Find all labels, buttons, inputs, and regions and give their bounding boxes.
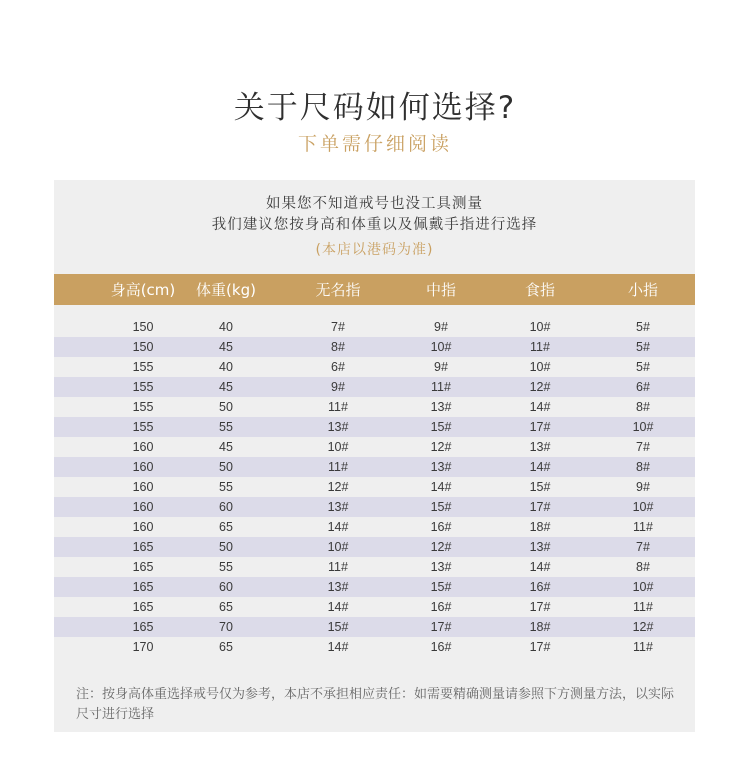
table-row <box>54 397 695 417</box>
cell-index-finger: 14# <box>529 460 551 474</box>
cell-height: 160 <box>132 480 154 494</box>
cell-index-finger: 16# <box>529 580 551 594</box>
cell-middle-finger: 17# <box>430 620 452 634</box>
cell-ring-finger: 11# <box>328 560 348 574</box>
column-header-weight: 体重(kg) <box>196 281 256 299</box>
table-body <box>54 317 695 657</box>
cell-weight: 50 <box>219 540 233 554</box>
table-row <box>54 417 695 437</box>
cell-little-finger: 11# <box>633 520 653 534</box>
cell-middle-finger: 16# <box>430 520 452 534</box>
table-row <box>54 497 695 517</box>
cell-index-finger: 15# <box>529 480 551 494</box>
cell-weight: 50 <box>219 400 233 414</box>
cell-ring-finger: 13# <box>327 580 349 594</box>
cell-little-finger: 10# <box>632 420 654 434</box>
cell-middle-finger: 15# <box>430 580 452 594</box>
cell-ring-finger: 7# <box>331 320 345 334</box>
cell-height: 170 <box>132 640 154 654</box>
cell-index-finger: 11# <box>530 340 550 354</box>
cell-height: 160 <box>132 440 154 454</box>
cell-ring-finger: 14# <box>327 520 349 534</box>
table-row <box>54 477 695 497</box>
cell-ring-finger: 11# <box>328 460 348 474</box>
table-row <box>54 437 695 457</box>
page-subtitle: 下单需仔细阅读 <box>297 133 452 155</box>
cell-middle-finger: 16# <box>430 640 452 654</box>
cell-weight: 45 <box>219 380 233 394</box>
cell-little-finger: 10# <box>632 580 654 594</box>
cell-index-finger: 14# <box>529 560 551 574</box>
cell-middle-finger: 12# <box>430 540 452 554</box>
column-header-ring-finger: 无名指 <box>315 281 361 299</box>
table-row <box>54 617 695 637</box>
cell-index-finger: 18# <box>529 520 551 534</box>
cell-weight: 55 <box>219 560 233 574</box>
cell-weight: 55 <box>219 480 233 494</box>
cell-weight: 45 <box>219 440 233 454</box>
table-header <box>54 274 695 305</box>
cell-little-finger: 12# <box>632 620 654 634</box>
cell-index-finger: 17# <box>529 420 551 434</box>
cell-middle-finger: 13# <box>430 400 452 414</box>
cell-little-finger: 8# <box>636 560 650 574</box>
cell-ring-finger: 13# <box>327 420 349 434</box>
table-row <box>54 577 695 597</box>
cell-height: 165 <box>132 620 154 634</box>
cell-weight: 70 <box>219 620 233 634</box>
cell-weight: 60 <box>219 580 233 594</box>
column-header-little-finger: 小指 <box>627 281 658 299</box>
cell-weight: 65 <box>219 640 233 654</box>
cell-middle-finger: 12# <box>430 440 452 454</box>
cell-weight: 40 <box>219 360 233 374</box>
page-title: 关于尺码如何选择? <box>233 90 517 126</box>
cell-height: 165 <box>132 600 154 614</box>
cell-little-finger: 5# <box>636 340 650 354</box>
table-row <box>54 537 695 557</box>
table-row <box>54 357 695 377</box>
cell-height: 150 <box>132 340 154 354</box>
cell-little-finger: 11# <box>633 640 653 654</box>
table-row <box>54 377 695 397</box>
table-row <box>54 337 695 357</box>
table-row <box>54 457 695 477</box>
cell-weight: 65 <box>219 520 233 534</box>
cell-height: 160 <box>132 500 154 514</box>
cell-ring-finger: 13# <box>327 500 349 514</box>
cell-weight: 60 <box>219 500 233 514</box>
footnote: 注：按身高体重选择戒号仅为参考，本店不承担相应责任：如需要精确测量请参照下方测量方法，以实际尺寸进行选择 <box>76 687 675 722</box>
cell-little-finger: 8# <box>636 460 650 474</box>
cell-ring-finger: 8# <box>331 340 345 354</box>
cell-height: 160 <box>132 520 154 534</box>
cell-middle-finger: 10# <box>430 340 452 354</box>
intro-line-1: 如果您不知道戒号也没工具测量 <box>266 196 483 212</box>
cell-index-finger: 17# <box>529 640 551 654</box>
cell-index-finger: 12# <box>529 380 551 394</box>
cell-middle-finger: 16# <box>430 600 452 614</box>
cell-middle-finger: 11# <box>431 380 451 394</box>
cell-height: 150 <box>132 320 154 334</box>
cell-ring-finger: 12# <box>327 480 349 494</box>
cell-ring-finger: 10# <box>327 540 349 554</box>
cell-middle-finger: 14# <box>430 480 452 494</box>
cell-index-finger: 17# <box>529 500 551 514</box>
cell-ring-finger: 15# <box>327 620 349 634</box>
cell-ring-finger: 6# <box>331 360 345 374</box>
cell-middle-finger: 13# <box>430 560 452 574</box>
cell-middle-finger: 15# <box>430 500 452 514</box>
cell-middle-finger: 9# <box>434 320 448 334</box>
cell-little-finger: 9# <box>636 480 650 494</box>
cell-weight: 65 <box>219 600 233 614</box>
table-row <box>54 637 695 657</box>
column-header-middle-finger: 中指 <box>425 281 456 299</box>
cell-height: 155 <box>132 360 154 374</box>
cell-ring-finger: 11# <box>328 400 348 414</box>
cell-ring-finger: 14# <box>327 600 349 614</box>
cell-little-finger: 7# <box>636 540 650 554</box>
cell-ring-finger: 14# <box>327 640 349 654</box>
intro-note: (本店以港码为准) <box>315 242 434 258</box>
cell-little-finger: 5# <box>636 320 650 334</box>
cell-index-finger: 10# <box>529 360 551 374</box>
table-row <box>54 597 695 617</box>
cell-little-finger: 6# <box>636 380 650 394</box>
cell-index-finger: 10# <box>529 320 551 334</box>
cell-height: 160 <box>132 460 154 474</box>
cell-index-finger: 14# <box>529 400 551 414</box>
cell-middle-finger: 15# <box>430 420 452 434</box>
cell-weight: 50 <box>219 460 233 474</box>
cell-height: 165 <box>132 580 154 594</box>
column-header-height: 身高(cm) <box>110 281 176 299</box>
cell-weight: 55 <box>219 420 233 434</box>
size-guide-panel <box>54 180 695 732</box>
cell-height: 155 <box>132 380 154 394</box>
cell-middle-finger: 13# <box>430 460 452 474</box>
cell-height: 155 <box>132 420 154 434</box>
cell-height: 165 <box>132 560 154 574</box>
table-row <box>54 317 695 337</box>
column-header-index-finger: 食指 <box>524 281 555 299</box>
cell-little-finger: 10# <box>632 500 654 514</box>
cell-index-finger: 17# <box>529 600 551 614</box>
cell-index-finger: 18# <box>529 620 551 634</box>
cell-weight: 45 <box>219 340 233 354</box>
cell-little-finger: 7# <box>636 440 650 454</box>
cell-weight: 40 <box>219 320 233 334</box>
cell-index-finger: 13# <box>529 440 551 454</box>
cell-middle-finger: 9# <box>434 360 448 374</box>
cell-little-finger: 11# <box>633 600 653 614</box>
cell-height: 155 <box>132 400 154 414</box>
cell-height: 165 <box>132 540 154 554</box>
cell-ring-finger: 10# <box>327 440 349 454</box>
cell-ring-finger: 9# <box>331 380 345 394</box>
cell-little-finger: 5# <box>636 360 650 374</box>
cell-little-finger: 8# <box>636 400 650 414</box>
table-row <box>54 517 695 537</box>
table-row <box>54 557 695 577</box>
intro-line-2: 我们建议您按身高和体重以及佩戴手指进行选择 <box>211 217 538 233</box>
cell-index-finger: 13# <box>529 540 551 554</box>
